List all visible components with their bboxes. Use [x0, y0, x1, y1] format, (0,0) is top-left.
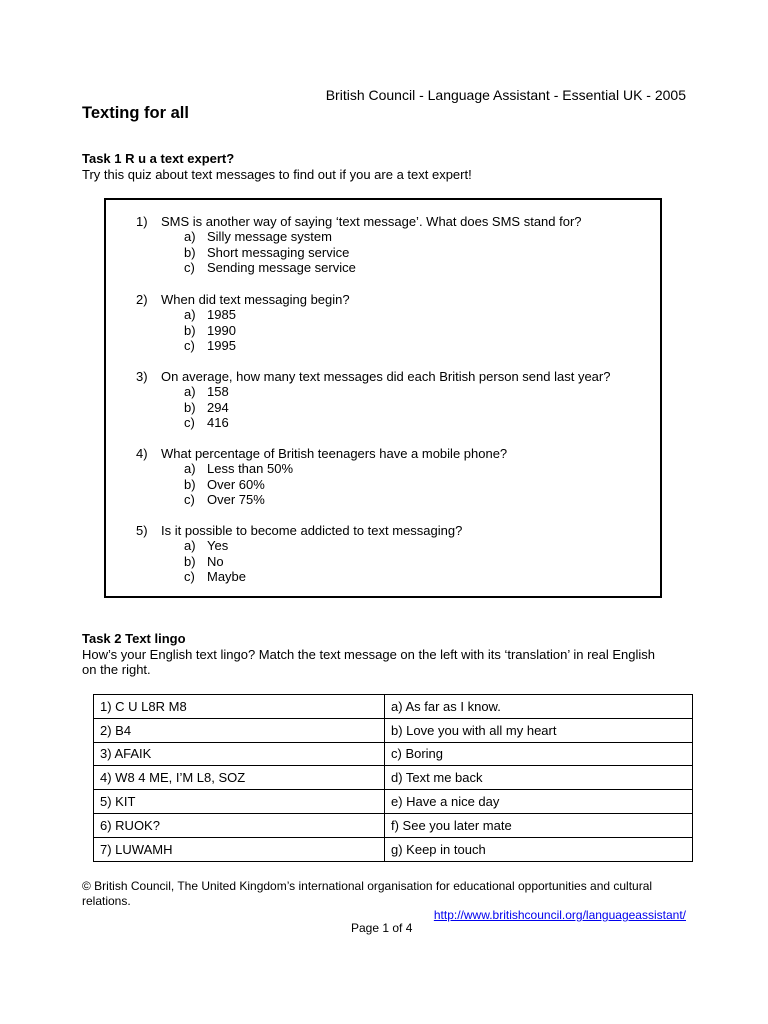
- answer-option: [136, 415, 656, 430]
- answer-option: [136, 384, 656, 399]
- option-text: Sending message service: [207, 260, 356, 276]
- text-message-cell: 7) LUWAMH: [94, 837, 385, 861]
- table-row: [94, 766, 693, 790]
- table-row: [94, 742, 693, 766]
- translation-cell: g) Keep in touch: [385, 837, 693, 861]
- answer-option: [136, 477, 656, 492]
- footer-link[interactable]: http://www.britishcouncil.org/languageassistant/: [433, 908, 686, 922]
- translation-cell: a) As far as I know.: [385, 695, 693, 719]
- option-text: 1990: [207, 322, 236, 338]
- option-letter: c): [184, 260, 195, 276]
- option-text: Over 75%: [207, 492, 265, 508]
- question-text: SMS is another way of saying ‘text message’. What does SMS stand for?: [161, 214, 582, 229]
- answer-option: [136, 245, 656, 260]
- question-number: 2): [136, 292, 148, 307]
- table-row: [94, 813, 693, 837]
- table-row: [94, 790, 693, 814]
- option-letter: a): [184, 229, 196, 245]
- option-text: 158: [207, 384, 229, 400]
- option-text: Short messaging service: [207, 244, 350, 260]
- task2-intro: How’s your English text lingo? Match the text message on the left with its ‘translation’ in real English on the right.: [82, 647, 656, 677]
- option-letter: c): [184, 569, 195, 585]
- question-text: On average, how many text messages did each British person send last year?: [161, 369, 611, 384]
- option-letter: a): [184, 538, 196, 554]
- option-text: Over 60%: [207, 476, 265, 492]
- question-text: What percentage of British teenagers have a mobile phone?: [161, 446, 508, 461]
- question-number: 5): [136, 523, 148, 538]
- question-text: Is it possible to become addicted to text messaging?: [161, 523, 463, 538]
- translation-cell: b) Love you with all my heart: [385, 718, 693, 742]
- question-number: 3): [136, 369, 148, 384]
- option-text: Yes: [207, 538, 229, 554]
- translation-cell: e) Have a nice day: [385, 790, 693, 814]
- quiz-question: [136, 369, 656, 431]
- quiz-question: [136, 214, 656, 276]
- answer-option: [136, 461, 656, 476]
- translation-cell: f) See you later mate: [385, 813, 693, 837]
- option-letter: a): [184, 307, 196, 323]
- option-text: Maybe: [207, 569, 247, 585]
- question-text: When did text messaging begin?: [161, 292, 350, 307]
- document-title: Texting for all: [82, 104, 189, 122]
- option-text: 1985: [207, 307, 236, 323]
- table-row: [94, 837, 693, 861]
- answer-option: [136, 338, 656, 353]
- answer-option: [136, 569, 656, 584]
- option-text: No: [207, 553, 224, 569]
- option-letter: b): [184, 399, 196, 415]
- task2-heading: Task 2 Text lingo: [82, 631, 186, 646]
- option-letter: b): [184, 322, 196, 338]
- text-message-cell: 2) B4: [94, 718, 385, 742]
- text-message-cell: 4) W8 4 ME, I’M L8, SOZ: [94, 766, 385, 790]
- task1-heading: Task 1 R u a text expert?: [82, 151, 235, 166]
- quiz-question: [136, 446, 656, 508]
- answer-option: [136, 229, 656, 244]
- option-text: 416: [207, 415, 229, 431]
- header-source-line: British Council - Language Assistant - Essential UK - 2005: [325, 87, 686, 103]
- option-text: Silly message system: [207, 229, 332, 245]
- task1-intro: Try this quiz about text messages to find out if you are a text expert!: [82, 167, 472, 182]
- option-letter: c): [184, 415, 195, 431]
- translation-cell: c) Boring: [385, 742, 693, 766]
- table-row: [94, 718, 693, 742]
- answer-option: [136, 307, 656, 322]
- option-letter: c): [184, 338, 195, 354]
- text-message-cell: 3) AFAIK: [94, 742, 385, 766]
- option-letter: c): [184, 492, 195, 508]
- option-letter: b): [184, 476, 196, 492]
- option-letter: b): [184, 553, 196, 569]
- table-row: [94, 695, 693, 719]
- option-text: Less than 50%: [207, 461, 294, 477]
- text-message-cell: 1) C U L8R M8: [94, 695, 385, 719]
- text-message-cell: 6) RUOK?: [94, 813, 385, 837]
- quiz-question: [136, 523, 656, 585]
- page-number: Page 1 of 4: [351, 921, 413, 935]
- question-number: 4): [136, 446, 148, 461]
- quiz-box: [104, 198, 662, 598]
- answer-option: [136, 538, 656, 553]
- answer-option: [136, 554, 656, 569]
- option-text: 294: [207, 399, 229, 415]
- lingo-matching-table: [93, 694, 693, 862]
- option-letter: a): [184, 384, 196, 400]
- question-number: 1): [136, 214, 148, 229]
- quiz-question: [136, 292, 656, 354]
- answer-option: [136, 492, 656, 507]
- option-letter: b): [184, 244, 196, 260]
- option-letter: a): [184, 461, 196, 477]
- translation-cell: d) Text me back: [385, 766, 693, 790]
- answer-option: [136, 400, 656, 415]
- option-text: 1995: [207, 338, 236, 354]
- answer-option: [136, 260, 656, 275]
- text-message-cell: 5) KIT: [94, 790, 385, 814]
- answer-option: [136, 323, 656, 338]
- footer-copyright: © British Council, The United Kingdom’s international organisation for educational opportunities and cultural relations.: [82, 879, 653, 908]
